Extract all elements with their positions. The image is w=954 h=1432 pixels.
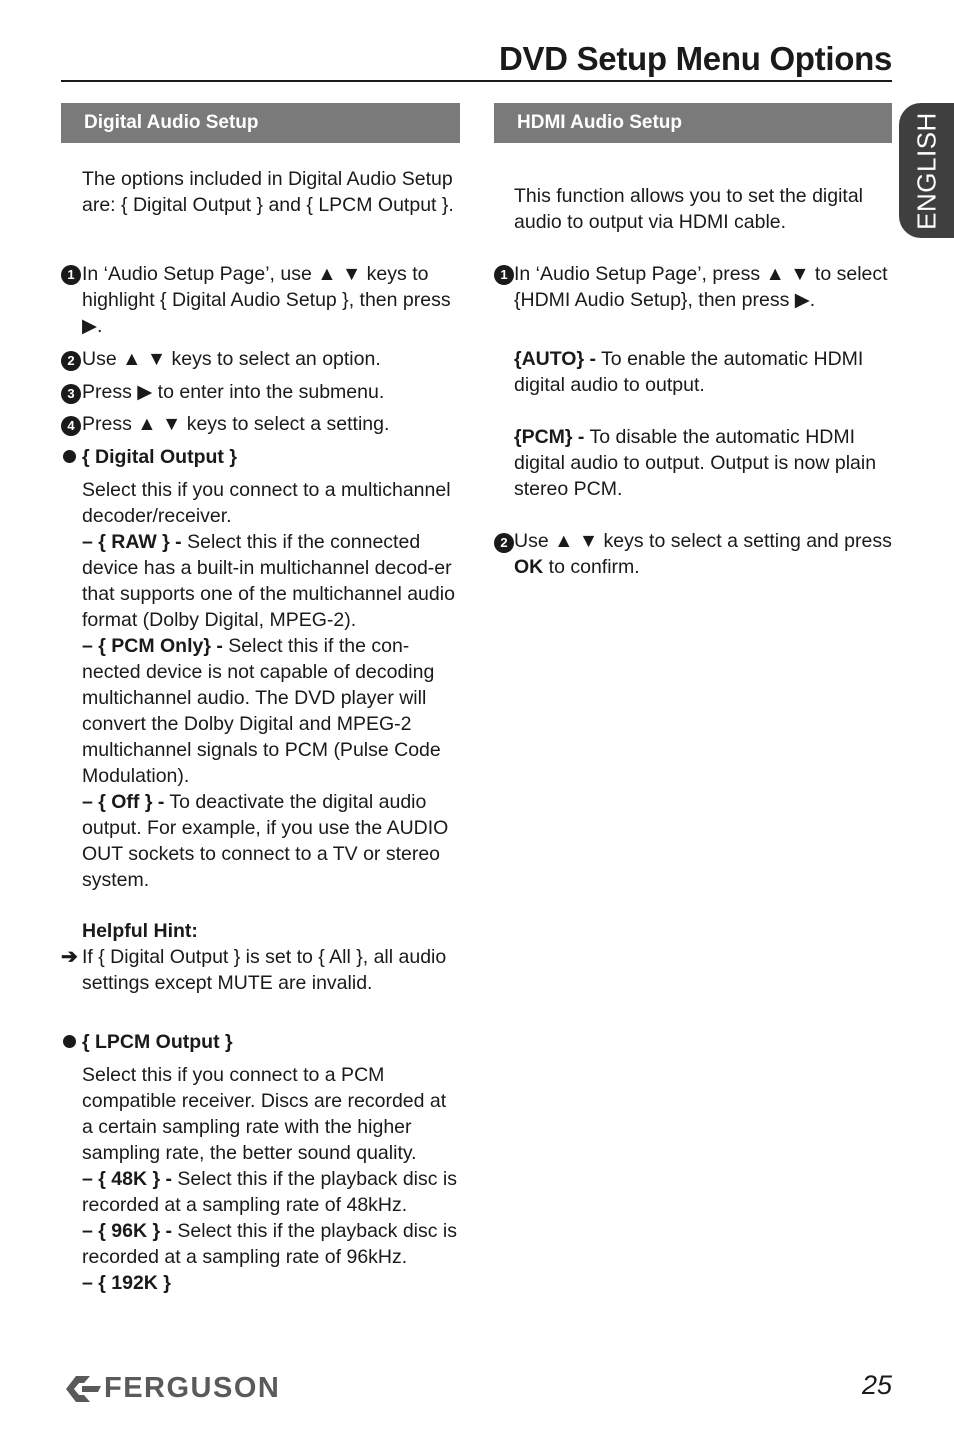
step-1-badge: 1 — [494, 265, 514, 285]
pcm-only-text: Select this if the con-nected device is not capable of decoding multichannel audio. The DVD player will convert the Dolby Digital and MPEG-2 multichannel signals to PCM (Pulse Code Modulation). — [82, 635, 441, 787]
pcm-only-label: – { PCM Only} - — [82, 635, 223, 657]
step-3-badge: 3 — [61, 384, 81, 404]
digital-output-heading: { Digital Output } — [82, 446, 237, 468]
step-2-badge: 2 — [61, 351, 81, 371]
step-1-badge: 1 — [61, 265, 81, 285]
bullet-icon — [63, 450, 76, 463]
48k-text: Select this if the playback disc is recorded at a sampling rate of 48kHz. — [82, 1168, 458, 1216]
ferguson-logo — [64, 1372, 280, 1406]
language-tab-label: ENGLISH — [911, 111, 941, 230]
digital-audio-setup-header: Digital Audio Setup — [61, 103, 460, 143]
pcm-option — [514, 424, 894, 502]
off-text: To deactivate the digital audio output. For example, if you use the AUDIO OUT sockets to connect to a TV or stereo system. — [82, 791, 449, 891]
left-step-2: Use ▲ ▼ keys to select an option. — [82, 348, 381, 370]
hint-text: If { Digital Output } is set to { All }, all audio settings except MUTE are invalid. — [82, 946, 447, 994]
lpcm-output-body — [82, 1062, 462, 1296]
auto-option — [514, 346, 894, 398]
bullet-icon — [63, 1035, 76, 1048]
off-label: – { Off } - — [82, 791, 165, 813]
title-rule — [61, 80, 892, 82]
auto-text: To enable the automatic HDMI digital audio to output. — [514, 348, 864, 396]
step-4-badge: 4 — [61, 416, 81, 436]
step-2-badge: 2 — [494, 533, 514, 553]
lpcm-output-heading: { LPCM Output } — [82, 1031, 233, 1053]
language-tab — [899, 103, 954, 238]
right-step-1: In ‘Audio Setup Page’, press ▲ ▼ to select {HDMI Audio Setup}, then press ▶. — [514, 263, 888, 311]
left-step-3: Press ▶ to enter into the submenu. — [82, 381, 385, 403]
pcm-label: {PCM} - — [514, 426, 585, 448]
pcm-text: To disable the automatic HDMI digital audio to output. Output is now plain stereo PCM. — [514, 426, 877, 500]
48k-label: – { 48K } - — [82, 1168, 172, 1190]
raw-label: – { RAW } - — [82, 531, 182, 553]
96k-text: Select this if the playback disc is recorded at a sampling rate of 96kHz. — [82, 1220, 458, 1268]
left-step-1: In ‘Audio Setup Page’, use ▲ ▼ keys to highlight { Digital Audio Setup }, then press ▶. — [82, 263, 451, 337]
auto-label: {AUTO} - — [514, 348, 596, 370]
digital-output-body — [82, 477, 462, 893]
hint-heading: Helpful Hint: — [82, 920, 198, 942]
96k-label: – { 96K } - — [82, 1220, 172, 1242]
ferguson-logo-icon — [64, 1373, 104, 1405]
ok-key-label: OK — [514, 556, 544, 578]
page-title: DVD Setup Menu Options — [498, 40, 892, 77]
left-intro: The options included in Digital Audio Setup are: { Digital Output } and { LPCM Output }. — [82, 168, 454, 216]
arrow-right-icon: ➔ — [61, 946, 78, 968]
page-number: 25 — [861, 1370, 892, 1400]
raw-text: Select this if the connected device has a built-in multichannel decod-er that supports one of the multichannel audio format (Dolby Digital, MPEG-2). — [82, 531, 455, 631]
hdmi-audio-setup-header: HDMI Audio Setup — [494, 103, 892, 143]
brand-name: FERGUSON — [104, 1372, 281, 1404]
digital-output-desc: Select this if you connect to a multichannel decoder/receiver. — [82, 479, 451, 527]
left-step-4: Press ▲ ▼ keys to select a setting. — [82, 413, 390, 435]
right-intro: This function allows you to set the digital audio to output via HDMI cable. — [514, 185, 864, 233]
lpcm-desc: Select this if you connect to a PCM compatible receiver. Discs are recorded at a certain sampling rate with the higher sampling rate, the better sound quality. — [82, 1064, 447, 1164]
right-step-2: Use ▲ ▼ keys to select a setting and press OK to confirm. — [514, 530, 892, 578]
192k-label: – { 192K } — [82, 1272, 171, 1294]
